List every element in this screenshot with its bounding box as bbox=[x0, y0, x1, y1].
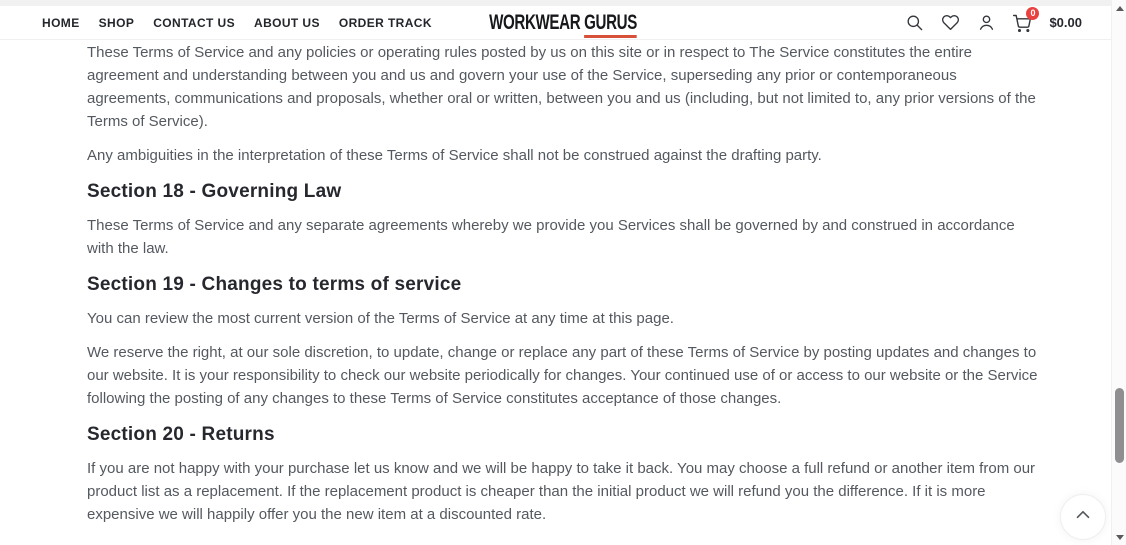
scrollbar-down-arrow-icon[interactable] bbox=[1112, 530, 1126, 544]
logo-text-first: WORKWEAR bbox=[489, 10, 581, 34]
site-logo[interactable] bbox=[489, 11, 637, 35]
cart-total[interactable]: $0.00 bbox=[1049, 15, 1082, 30]
paragraph-governing-law: These Terms of Service and any separate agreements whereby we provide you Services shall be governed by and construed in accordance with the law. bbox=[87, 217, 1015, 257]
nav-item-about-us[interactable]: ABOUT US bbox=[254, 15, 320, 30]
section-19-heading: Section 19 - Changes to terms of service bbox=[87, 274, 462, 295]
paragraph-review-current-version: You can review the most current version of the Terms of Service at any time at this page. bbox=[87, 310, 674, 327]
section-18-heading: Section 18 - Governing Law bbox=[87, 181, 342, 202]
paragraph-returns-policy: If you are not happy with your purchase let us know and we will be happy to take it back. You may choose a full refund or another item from our product list as a replacement. If the replacement product is cheaper than the initial product we will refund you the difference. If it is more expensive we will happily offer you the new item at a discounted rate. bbox=[87, 460, 1036, 523]
scroll-to-top-button[interactable] bbox=[1060, 494, 1106, 540]
nav-item-contact-us[interactable]: CONTACT US bbox=[153, 15, 235, 30]
terms-of-service-content bbox=[87, 40, 1039, 526]
scrollbar-thumb[interactable] bbox=[1115, 388, 1124, 463]
section-20-heading: Section 20 - Returns bbox=[87, 424, 275, 445]
cart-count-badge: 0 bbox=[1026, 7, 1039, 20]
search-icon[interactable] bbox=[903, 12, 925, 34]
scrollbar-up-arrow-icon[interactable] bbox=[1112, 1, 1126, 15]
vertical-scrollbar[interactable] bbox=[1111, 0, 1126, 545]
chevron-up-icon bbox=[1072, 504, 1094, 531]
paragraph-reserve-right: We reserve the right, at our sole discretion, to update, change or replace any part of these Terms of Service by posting updates and changes to our website. It is your responsibility to check our website periodically for changes. Your continued use of or access to our website or the Service following the posting of any changes to these Terms of Service constitutes acceptance of those changes. bbox=[87, 344, 1038, 407]
nav-item-order-track[interactable]: ORDER TRACK bbox=[338, 15, 432, 30]
account-user-icon[interactable] bbox=[975, 12, 997, 34]
paragraph-entire-agreement: These Terms of Service and any policies or operating rules posted by us on this site or in respect to The Service constitutes the entire agreement and understanding between you and us and govern your use of the Service, superseding any prior or contemporaneous agreements, communications and proposals, whether oral or written, between you and us (including, but not limited to, any prior versions of the Terms of Service). bbox=[87, 44, 1036, 130]
nav-item-shop[interactable]: SHOP bbox=[98, 15, 135, 30]
paragraph-ambiguities: Any ambiguities in the interpretation of these Terms of Service shall not be construed against the drafting party. bbox=[87, 147, 822, 164]
nav-item-home[interactable]: HOME bbox=[42, 15, 80, 30]
site-header bbox=[0, 6, 1126, 40]
cart-icon[interactable] bbox=[1011, 7, 1036, 34]
wishlist-heart-icon[interactable] bbox=[939, 12, 961, 34]
logo-text-second: GURUS bbox=[584, 11, 637, 38]
header-actions bbox=[903, 7, 1082, 34]
main-nav bbox=[40, 12, 434, 34]
